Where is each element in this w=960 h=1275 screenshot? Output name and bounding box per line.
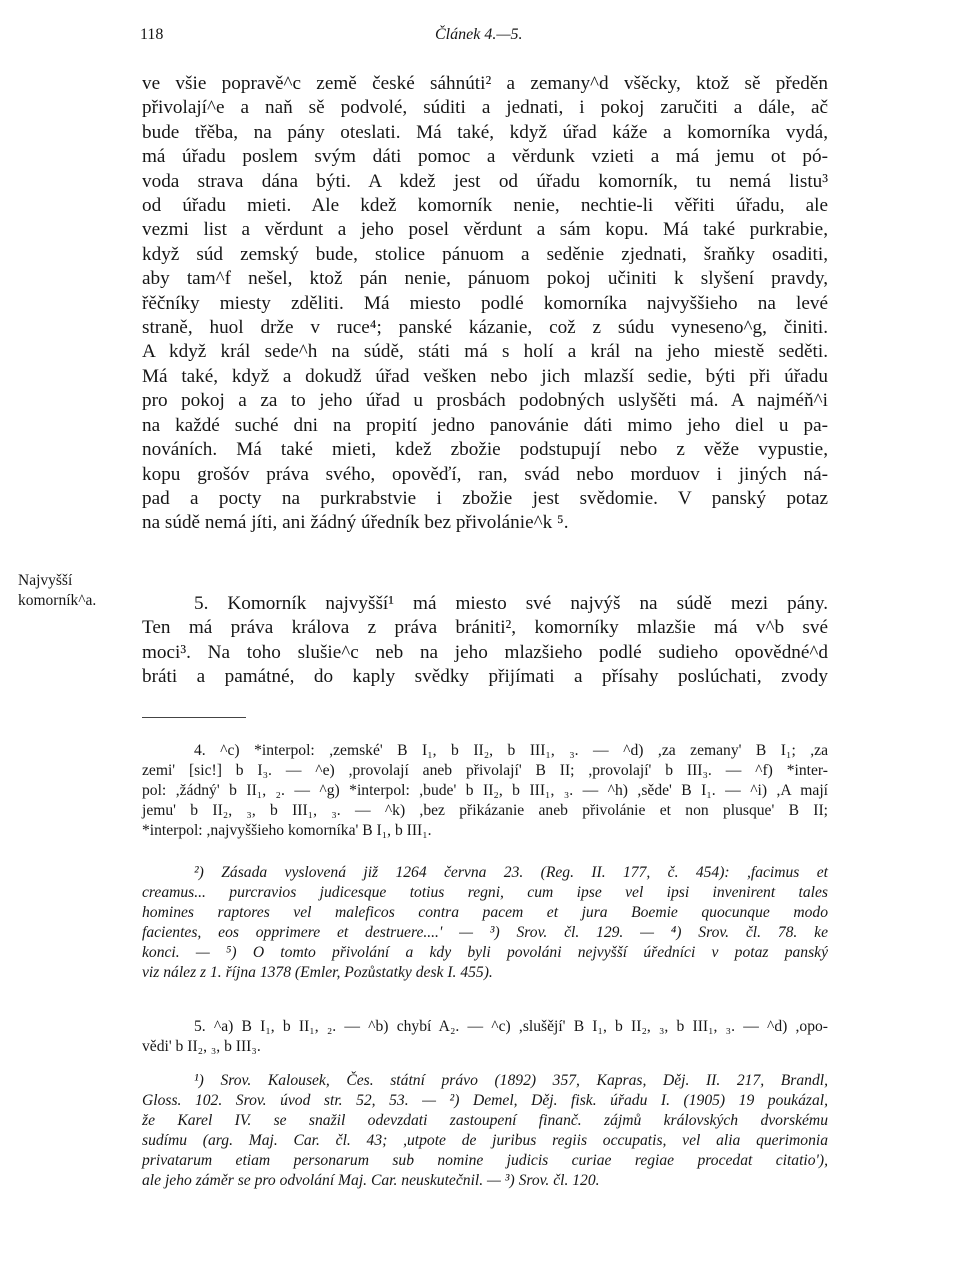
text-line: od úřadu mieti. Ale kdež komorník nenie, nechtie-li věřiti úřadu, ale (142, 195, 828, 217)
note-line: homines raptores vel maleficos contra pacem et jura Boemie quocunque modo (142, 903, 828, 921)
page-header (140, 26, 830, 50)
text-line: kopu grošóv práva svého, opověďí, ran, svád nebo morduov i jiných ná- (142, 463, 828, 485)
running-head: Článek 4.—5. (435, 26, 523, 43)
text-line: aby tam^f nešel, ktož pán nenie, pánuom pokoj učiniti k slyšení pravdy, (142, 268, 828, 290)
footnotes-article-4 (142, 863, 828, 982)
text-line: voda strava dána býti. A kdež jest od úřadu komorník, tu nemá listu³ (142, 170, 828, 192)
note-line: sudímu (arg. Maj. Car. čl. 43; ,utpote de juribus regiis occupatis, vel alia querimonia (142, 1131, 828, 1149)
note-line: jemu' b II₂, ₃, b III₁, ₃. — ^k) ,bez přikázanie aneb přivolánie et non plusque' B II; (142, 801, 828, 819)
text-line: moci³. Na toho slušie^c neb na jeho mlazšieho podlé sudieho opovědné^d (142, 641, 828, 663)
note-line: privatarum etiam personarum sub nomine judicis curiae regiae procedat citatio'), (142, 1151, 828, 1169)
text-line: řěčníky miesty zděliti. Má miesto podlé komorníka najvyššieho na levé (142, 292, 828, 314)
footnotes-article-5 (142, 1071, 828, 1190)
text-line: straně, huol drže v ruce⁴; panské kázanie, což z súdu vyneseno^g, činiti. (142, 317, 828, 339)
note-line: 4. ^c) *interpol: ,zemské' B I₁, b II₂, b III₁, ₃. — ^d) ,za zemany' B I₁; ,za (194, 742, 828, 759)
note-line: facientes, eos opprimere et destruere....' — ³) Srov. čl. 129. — ⁴) Srov. čl. 78. ke (142, 923, 828, 941)
note-line: creamus... purcravios judicesque totius regni, cum ipse vel ipsi invenirent tales (142, 883, 828, 901)
note-line: zemi' [sic!] b I₃. — ^e) ,provolají aneb přivolají' B II; ,provolají' b III₃. — ^f) *inter- (142, 761, 828, 779)
note-line: *interpol: ,najvyššieho komorníka' B I₁, b III₁. (142, 821, 432, 839)
text-line: A když král sede^h na súdě, státi má s holí a král na jeho miestě seděti. (142, 341, 828, 363)
margin-note-line: komorník^a. (18, 592, 97, 609)
text-line: má úřadu poslem svým dáti pomoc a věrdunk vzieti a má jemu ot pó- (142, 146, 828, 168)
text-line: na každé suché dni na propití jedno panovánie dáti mimo jeho diel u pa- (142, 414, 828, 436)
note-line: pol: ,žádný' b II₁, ₂. — ^g) *interpol: ,bude' b II₂, b III₁, ₃. — ^h) ,sěde' B I₁. — ^i) ,A mají (142, 781, 828, 799)
page-number: 118 (140, 26, 164, 43)
variants-article-4 (142, 741, 828, 841)
text-line: pad a pocty na purkrabstvie i zbožie jest svědomie. V panský potaz (142, 487, 828, 509)
text-line: bráti a památné, do kaply svědky přijímati a přísahy poslúchati, zvody (142, 666, 828, 688)
text-line: když súd zemský bude, stolice pánuom a seděnie zjednati, šraňky osaditi, (142, 243, 828, 265)
text-line: ve všie popravě^c země české sáhnúti² a zemany^d všěcky, ktož sě předěn (142, 73, 828, 94)
note-line: že Karel IV. se snažil odevzdati zastoupení finanč. zájmů královských dvorskému (142, 1111, 828, 1129)
margin-note (18, 571, 138, 611)
text-line: přivolají^e a naň sě podvolé, súditi a jednati, i pokoj zaručiti a dále, ač (142, 97, 828, 119)
variants-article-5 (142, 1017, 828, 1057)
text-line: Ten má práva králova z práva brániti², komorníky mlazšie má v^b své (142, 617, 828, 639)
text-line: Má také, když a dokudž úřad vešken nebo jich mlazší sedie, býti při úřadu (142, 365, 828, 387)
note-line: vědi' b II₂, ₃, b III₃. (142, 1037, 261, 1055)
note-line: konci. — ⁵) O tomto přivolání a kdy byli povoláni nejvyšší úředníci v potaz panský (142, 943, 828, 961)
note-line: Gloss. 102. Srov. úvod str. 52, 53. — ²) Demel, Děj. fisk. úřadu I. (1905) 19 poukázal, (142, 1091, 828, 1109)
article-5-text (142, 592, 828, 690)
text-line: pro pokoj a za to jeho úřad u prosbách podobných uslyšěti má. A najméň^i (142, 390, 828, 412)
text-line: bude třěba, na pány oteslati. Má také, když úřad káže a komorníka vydá, (142, 121, 828, 143)
note-line: ²) Zásada vyslovená již 1264 června 23. (Reg. II. 177, č. 454): ,facimus et (194, 864, 828, 881)
article-4-text (142, 72, 828, 536)
text-line: 5. Komorník najvyšší¹ má miesto své najvýš na súdě mezi pány. (194, 593, 828, 614)
text-line: na súdě nemá jíti, ani žádný úředník bez přivolánie^k ⁵. (142, 512, 569, 534)
note-line: ¹) Srov. Kalousek, Čes. státní právo (1892) 357, Kapras, Děj. II. 217, Brandl, (194, 1072, 828, 1089)
note-line: ale jeho záměr se pro odvolání Maj. Car. neuskutečnil. — ³) Srov. čl. 120. (142, 1171, 600, 1189)
margin-note-line: Najvyšší (18, 572, 73, 589)
text-line: nováních. Má také mieti, kdež zbožie podstupují nebo z věže vypustie, (142, 439, 828, 461)
text-line: vezmi list a věrdunt a jeho posel věrdunt a sám kopu. Má také purkrabie, (142, 219, 828, 241)
footnote-rule (142, 717, 246, 718)
note-line: viz nález z 1. října 1378 (Emler, Pozůstatky desk I. 455). (142, 963, 493, 981)
note-line: 5. ^a) B I₁, b II₁, ₂. — ^b) chybí A₂. — ^c) ,slušějí' B I₁, b II₂, ₃, b III₁, ₃. — ^d) ,opo- (194, 1018, 828, 1035)
